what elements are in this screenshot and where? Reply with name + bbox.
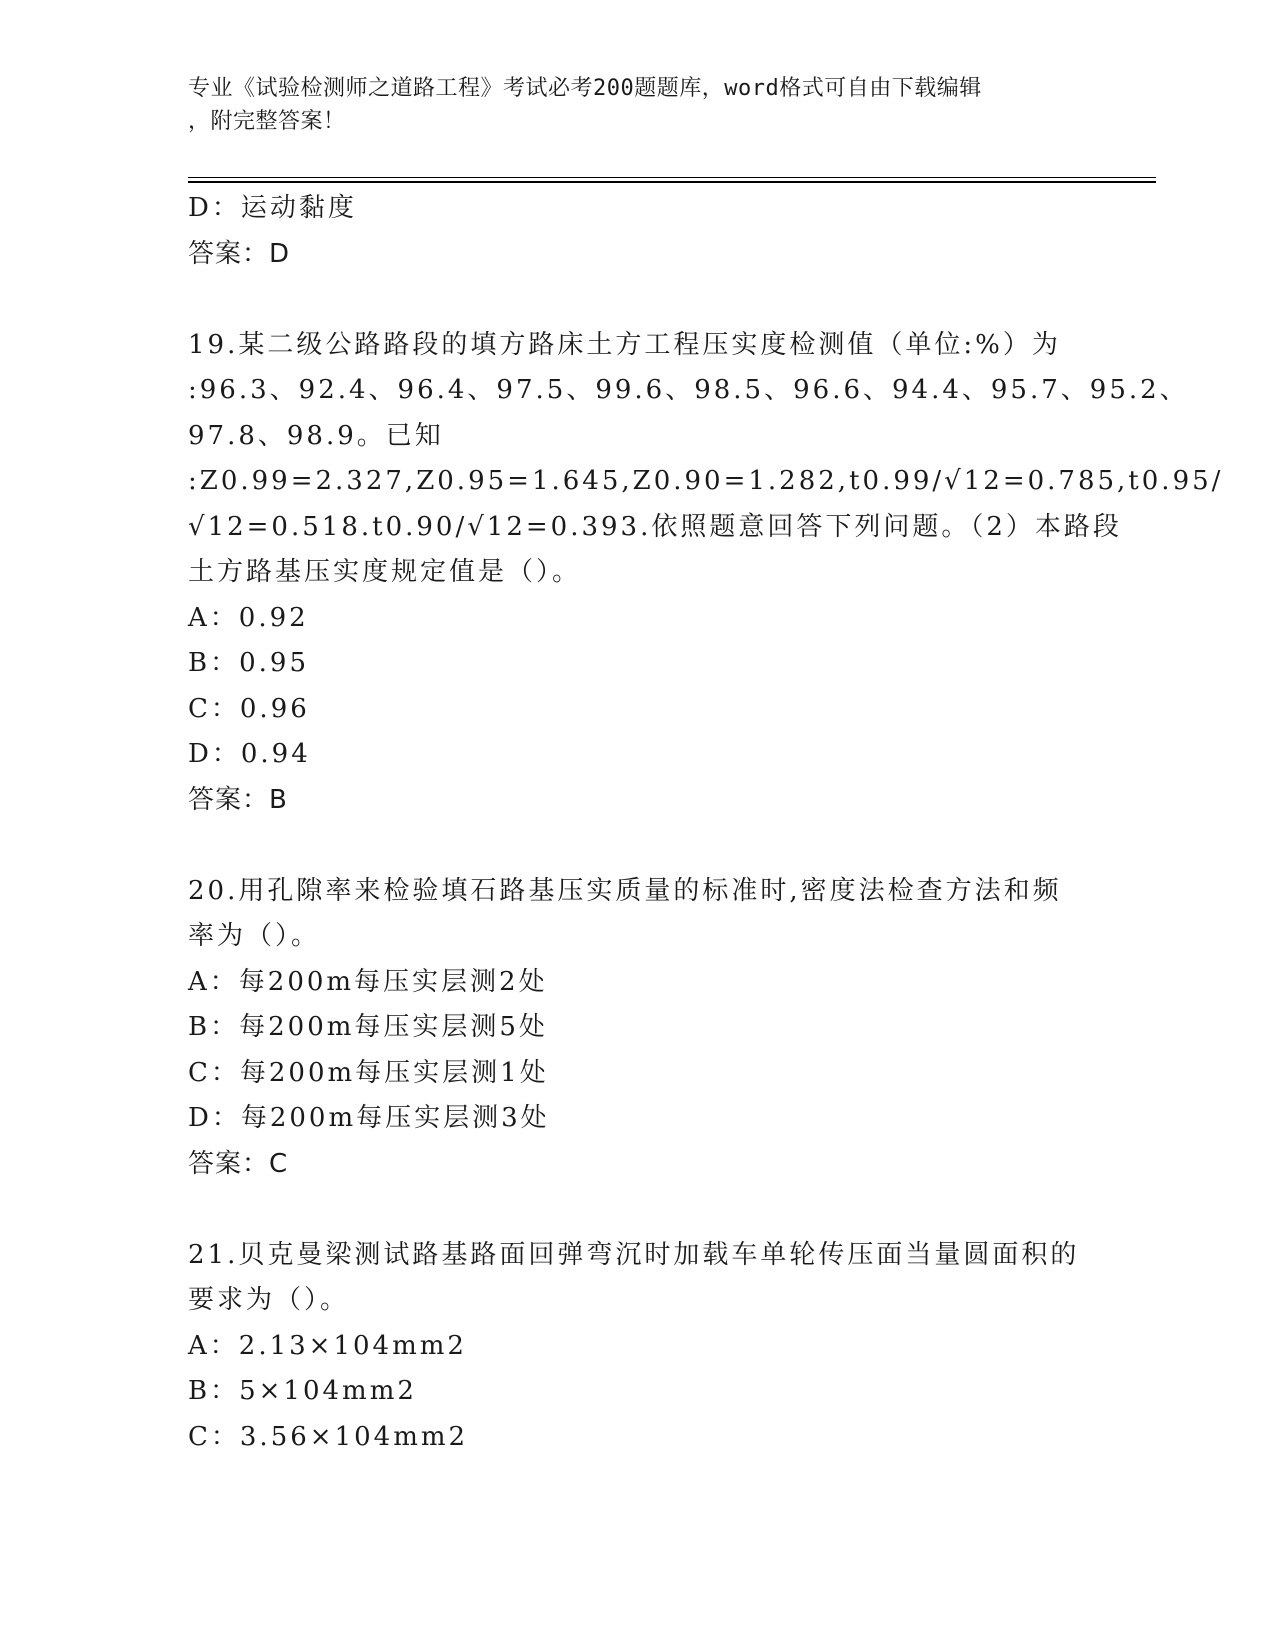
question-stem-line: 97.8、98.9。已知: [188, 420, 444, 451]
header-rule-thin: [188, 177, 1156, 178]
question-stem-line: 20.用孔隙率来检验填石路基压实质量的标准时,密度法检查方法和频: [188, 875, 1062, 906]
header-title-line-1: 专业《试验检测师之道路工程》考试必考200题题库，word格式可自由下载编辑: [188, 76, 982, 101]
question-stem-line: 要求为（）。: [188, 1285, 350, 1315]
question-20: [188, 869, 1088, 1188]
option-c: C：每200m每压实层测1处: [188, 1057, 549, 1088]
document-body: [188, 186, 1224, 1460]
header-title-line-2: ，附完整答案！: [188, 109, 346, 134]
question-stem-line: √12=0.518.t0.90/√12=0.393.依照题意回答下列问题。（2）本路段: [188, 511, 1122, 542]
option-c: C：3.56×104mm2: [188, 1421, 469, 1452]
question-spacer: [188, 823, 1088, 869]
option-a: A：0.92: [188, 602, 309, 633]
answer-label: 答案：C: [188, 1148, 289, 1179]
option-d: D：0.94: [188, 739, 311, 769]
question-18: [188, 186, 1088, 277]
question-stem-line: 率为（）。: [188, 921, 321, 951]
option-a: A：每200m每压实层测2处: [188, 966, 548, 997]
option-b: B：5×104mm2: [188, 1376, 417, 1406]
option-b: B：0.95: [188, 648, 309, 678]
answer-label: 答案：B: [188, 784, 288, 815]
option-a: A：2.13×104mm2: [188, 1330, 467, 1361]
document-header: [188, 72, 1088, 138]
question-21: [188, 1233, 1088, 1461]
question-stem-line: :Z0.99=2.327,Z0.95=1.645,Z0.90=1.282,t0.99/√12=0.785,t0.95/: [188, 466, 1224, 496]
question-stem-line: 土方路基压实度规定值是（）。: [188, 557, 582, 587]
question-spacer: [188, 1187, 1088, 1233]
question-spacer: [188, 277, 1088, 323]
header-rule-thick: [188, 181, 1156, 183]
question-stem-line: 21.贝克曼梁测试路基路面回弹弯沉时加载车单轮传压面当量圆面积的: [188, 1239, 1080, 1270]
question-stem-line: 19.某二级公路路段的填方路床土方工程压实度检测值（单位:%）为: [188, 329, 1061, 360]
option-d: D：运动黏度: [188, 193, 357, 223]
option-c: C：0.96: [188, 693, 310, 724]
option-b: B：每200m每压实层测5处: [188, 1012, 548, 1042]
question-19: [188, 323, 1224, 824]
answer-label: 答案：D: [188, 238, 291, 269]
option-d: D：每200m每压实层测3处: [188, 1103, 550, 1133]
question-stem-line: :96.3、92.4、96.4、97.5、99.6、98.5、96.6、94.4、95.7、95.2、: [188, 375, 1189, 405]
